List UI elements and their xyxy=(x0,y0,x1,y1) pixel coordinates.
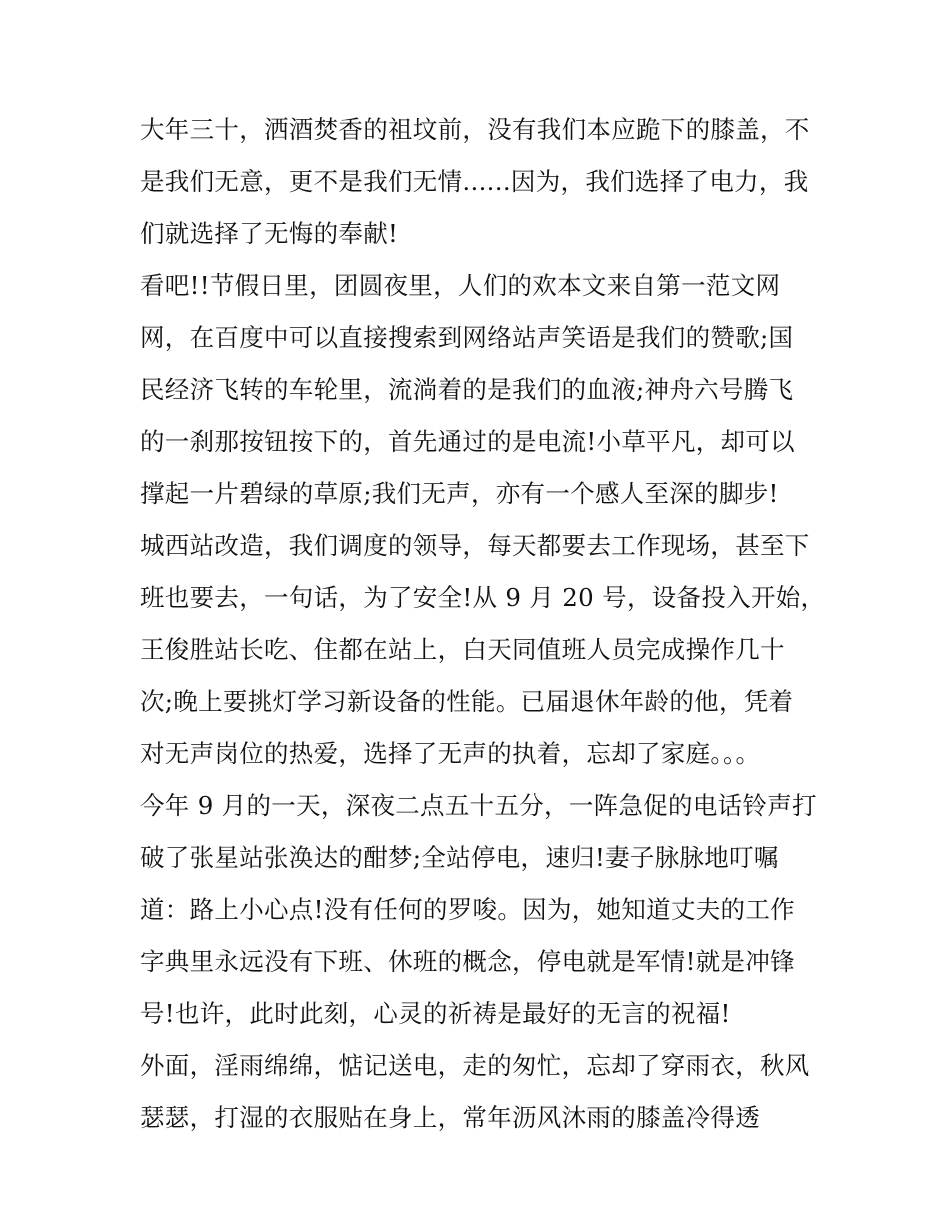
text-line: 今年 9 月的一天，深夜二点五十五分，一阵急促的电话铃声打 xyxy=(140,791,817,820)
text-line: 对无声岗位的热爱，选择了无声的执着，忘却了家庭。。。 xyxy=(140,739,761,768)
text-line: 班也要去，一句话，为了安全!从 9 月 20 号，设备投入开始， xyxy=(140,583,826,612)
text-line: 撑起一片碧绿的草原;我们无声，亦有一个感人至深的脚步! xyxy=(140,479,779,508)
text-line: 号!也许，此时此刻，心灵的祈祷是最好的无言的祝福! xyxy=(140,999,731,1028)
text-line: 们就选择了无悔的奉献! xyxy=(140,219,399,248)
text-line: 城西站改造，我们调度的领导，每天都要去工作现场，甚至下 xyxy=(140,531,810,560)
text-line: 看吧!!节假日里，团圆夜里，人们的欢本文来自第一范文网 xyxy=(140,271,781,300)
text-line: 民经济飞转的车轮里，流淌着的是我们的血液;神舟六号腾飞 xyxy=(140,375,794,404)
text-line: 次;晚上要挑灯学习新设备的性能。已届退休年龄的他，凭着 xyxy=(140,687,794,716)
text-line: 外面，淫雨绵绵，惦记送电，走的匆忙，忘却了穿雨衣，秋风 xyxy=(140,1051,810,1080)
text-line: 网，在百度中可以直接搜索到网络站声笑语是我们的赞歌;国 xyxy=(140,323,794,352)
document-body xyxy=(140,104,826,1144)
text-line: 瑟瑟，打湿的衣服贴在身上，常年沥风沐雨的膝盖冷得透 xyxy=(140,1103,760,1132)
text-line: 破了张星站张涣达的酣梦;全站停电，速归!妻子脉脉地叮嘱 xyxy=(140,843,779,872)
text-line: 大年三十，洒酒焚香的祖坟前，没有我们本应跪下的膝盖，不 xyxy=(140,115,810,144)
text-line: 的一刹那按钮按下的，首先通过的是电流!小草平凡，却可以 xyxy=(140,427,795,456)
text-line: 道：路上小心点!没有任何的罗唆。因为，她知道丈夫的工作 xyxy=(140,895,795,924)
text-line: 字典里永远没有下班、休班的概念，停电就是军情!就是冲锋 xyxy=(140,947,795,976)
text-line: 是我们无意，更不是我们无情......因为，我们选择了电力，我 xyxy=(140,167,809,196)
text-line: 王俊胜站长吃、住都在站上，白天同值班人员完成操作几十 xyxy=(140,635,785,664)
